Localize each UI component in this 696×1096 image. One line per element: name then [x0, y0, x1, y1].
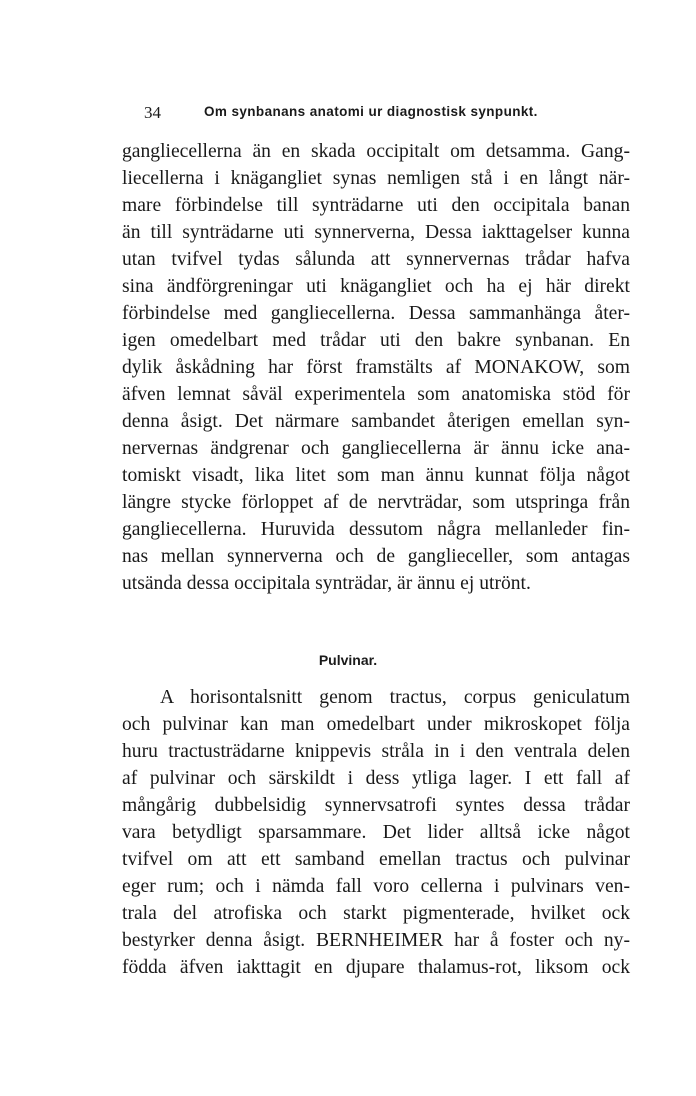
text-line: eger rum; och i nämda fall voro cellerna i pulvinars ven- [122, 876, 630, 897]
text-line: nas mellan synnerverna och de ganglieceller, som antagas [122, 546, 630, 567]
text-line: vara betydligt sparsammare. Det lider alltså icke något [122, 822, 630, 843]
text-line: än till synträdarne uti synnerverna, Dessa iakttagelser kunna [122, 222, 630, 243]
text-line: gangliecellerna än en skada occipitalt om detsamma. Gang- [122, 141, 630, 162]
text-line: huru tractusträdarne knippevis stråla in i den ventrala delen [122, 741, 630, 762]
text-line: dylik åskådning har först framstälts af MONAKOW, som [122, 357, 630, 378]
text-line: denna åsigt. Det närmare sambandet återigen emellan syn- [122, 411, 630, 432]
text-line: utsända dessa occipitala synträdar, är ännu ej utrönt. [122, 573, 531, 594]
text-line: igen omedelbart med trådar uti den bakre synbanan. En [122, 330, 630, 351]
text-line: och pulvinar kan man omedelbart under mikroskopet följa [122, 714, 630, 735]
paragraph-2 [122, 684, 630, 981]
text-line: mare förbindelse till synträdarne uti den occipitala banan [122, 195, 630, 216]
text-line: födda äfven iakttagit en djupare thalamus-rot, liksom ock [122, 957, 630, 978]
text-line: tvifvel om att ett samband emellan tractus och pulvinar [122, 849, 630, 870]
text-line: A horisontalsnitt genom tractus, corpus geniculatum [160, 687, 630, 708]
text-line: nervernas ändgrenar och gangliecellerna är ännu icke ana- [122, 438, 630, 459]
text-line: förbindelse med gangliecellerna. Dessa sammanhänga åter- [122, 303, 630, 324]
text-line: trala del atrofiska och starkt pigmenterade, hvilket ock [122, 903, 630, 924]
text-line: mångårig dubbelsidig synnervsatrofi syntes dessa trådar [122, 795, 630, 816]
text-line: utan tvifvel tydas sålunda att synnervernas trådar hafva [122, 249, 630, 270]
paragraph-1 [122, 138, 630, 597]
text-line: sina ändförgreningar uti knägangliet och ha ej här direkt [122, 276, 630, 297]
running-title: Om synbanans anatomi ur diagnostisk synpunkt. [204, 104, 538, 119]
text-line: af pulvinar och särskildt i dess ytliga lager. I ett fall af [122, 768, 630, 789]
running-head [144, 103, 564, 123]
section-heading: Pulvinar. [318, 652, 378, 668]
text-line: längre stycke förloppet af de nervträdar, som utspringa från [122, 492, 630, 513]
text-line: äfven lemnat såväl experimentela som anatomiska stöd för [122, 384, 630, 405]
text-line: bestyrker denna åsigt. BERNHEIMER har å foster och ny- [122, 930, 630, 951]
text-line: liecellerna i knägangliet synas nemligen stå i en långt när- [122, 168, 630, 189]
text-line: tomiskt visadt, lika litet som man ännu kunnat följa något [122, 465, 630, 486]
text-line: gangliecellerna. Huruvida dessutom några mellanleder fin- [122, 519, 630, 540]
page-number: 34 [144, 103, 161, 122]
